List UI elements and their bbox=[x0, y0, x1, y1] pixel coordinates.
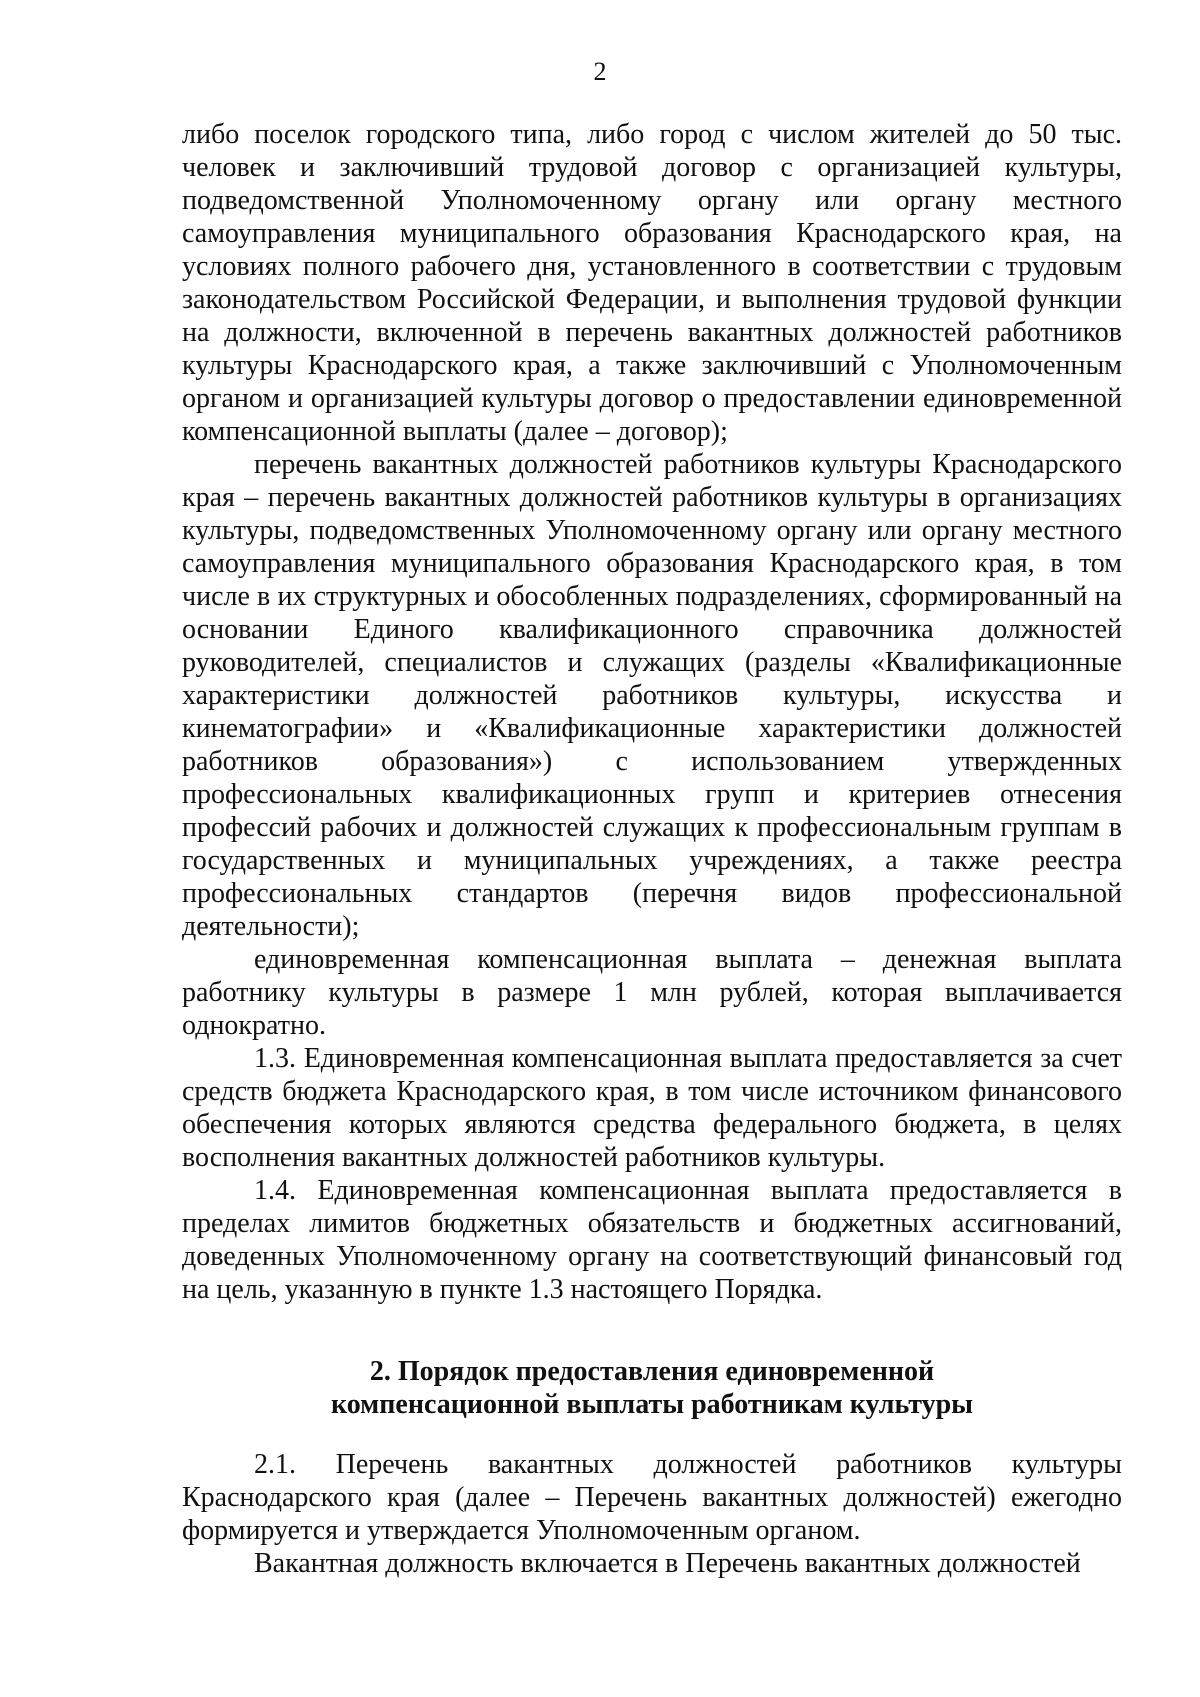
section-heading-line-1: 2. Порядок предоставления единовременной bbox=[369, 1356, 935, 1387]
paragraph-vacancy-inclusion: Вакантная должность включается в Перечень вакантных должностей bbox=[254, 1548, 1081, 1579]
section-heading bbox=[182, 1355, 1122, 1421]
paragraph-clause-1-4: 1.4. Единовременная компенсационная выплата предоставляется в пределах лимитов бюджетных обязательств и бюджетных ассигнований, доведенных Уполномоченному органу на соответствующий финансовый год на цель, указанную в пункте 1.3 настоящего Порядка. bbox=[182, 1175, 1122, 1305]
section-heading-line-2: компенсационной выплаты работникам культуры bbox=[330, 1389, 974, 1420]
paragraph-clause-2-1: 2.1. Перечень вакантных должностей работников культуры Краснодарского края (далее – Перечень вакантных должностей) ежегодно формируется и утверждается Уполномоченным органом. bbox=[182, 1449, 1122, 1546]
body-text bbox=[182, 118, 1122, 1306]
page-number: 2 bbox=[593, 57, 607, 86]
paragraph-definition-payment: единовременная компенсационная выплата – денежная выплата работнику культуры в размере 1 млн рублей, которая выплачивается однократно. bbox=[182, 944, 1122, 1041]
section-2-text bbox=[182, 1448, 1122, 1580]
paragraph-clause-1-3: 1.3. Единовременная компенсационная выплата предоставляется за счет средств бюджета Краснодарского края, в том числе источником финансового обеспечения которых являются средства федерального бюджета, в целях восполнения вакантных должностей работников культуры. bbox=[182, 1043, 1122, 1173]
paragraph-definition-vacancy-list: перечень вакантных должностей работников культуры Краснодарского края – перечень вакантных должностей работников культуры в организациях культуры, подведомственных Уполномоченному органу или органу местного самоуправления муниципального образования Краснодарского края, в том числе в их структурных и обособленных подразделениях, сформированный на основании Единого квалификационного справочника должностей руководителей, специалистов и служащих (разделы «Квалификационные характеристики должностей работников культуры, искусства и кинематографии» и «Квалификационные характеристики должностей работников образования») с использованием утвержденных профессиональных квалификационных групп и критериев отнесения профессий рабочих и должностей служащих к профессиональным группам в государственных и муниципальных учреждениях, а также реестра профессиональных стандартов (перечня видов профессиональной деятельности); bbox=[182, 449, 1122, 942]
paragraph-continuation: либо поселок городского типа, либо город с числом жителей до 50 тыс. человек и заключивший трудовой договор с организацией культуры, подведомственной Уполномоченному органу или органу местного самоуправления муниципального образования Краснодарского края, на условиях полного рабочего дня, установленного в соответствии с трудовым законодательством Российской Федерации, и выполнения трудовой функции на должности, включенной в перечень вакантных должностей работников культуры Краснодарского края, а также заключивший с Уполномоченным органом и организацией культуры договор о предоставлении единовременной компенсационной выплаты (далее – договор); bbox=[182, 119, 1122, 447]
